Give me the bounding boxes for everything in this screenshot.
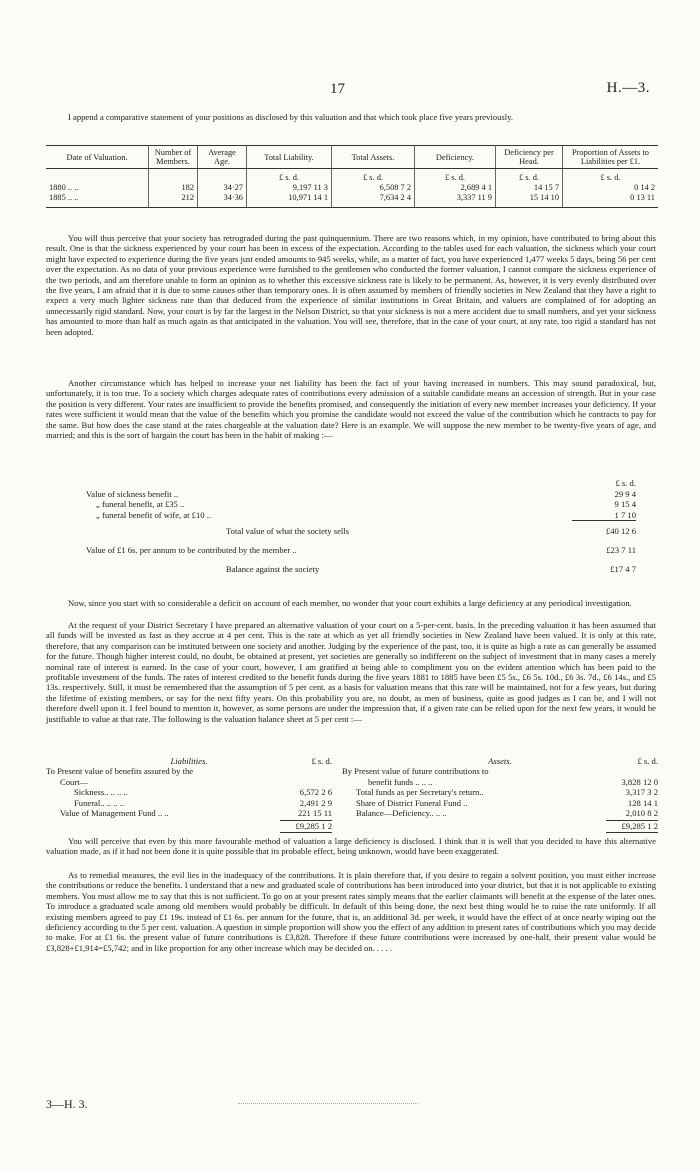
liability-label: Funeral.. .. .. .. xyxy=(74,797,124,808)
liabilities-column xyxy=(46,756,332,833)
bargain-contrib-row xyxy=(86,545,646,556)
liability-label: Sickness.. .. .. .. xyxy=(74,787,128,798)
row-age: 34·27 xyxy=(198,183,247,193)
liability-line xyxy=(46,777,332,787)
liability-value: 221 15 11 xyxy=(297,807,332,818)
row-proportion: 0 13 11 xyxy=(563,193,659,208)
liability-line xyxy=(46,808,332,818)
paragraph-alternative-valuation: At the request of your District Secretary I have prepared an alternative valuation of your court on a 5-per-cent. basis. In the preceding valuation it has been assumed that all funds will be invested as fast as they accrue at 4 per cent. This is the rate at which as yet all friendly societies in New Zealand have been valued. It is only at this rate, therefore, that any comparison can be instituted between one society and another. Judging by the experience of the past, too, it is quite as high a rate as can generally be assumed for the future. Though higher interest could, no doubt, be obtained at present, yet societies are generally so indifferent on the subject of investment that in many cases a merely nominal rate of interest is earned. In the case of your court, however, I am gratified at being able to compliment you on the evident attention which has been paid to the profitable investment of the funds. The rates of interest credited to the benefit funds during the five years 1881 to 1885 have been £5 5s., £6 5s. 10d., £6 3s. 7d., £6 14s., and £5 13s. respectively. Still, it must be remembered that the assumption of 5 per cent. as a basis for valuation means that this rate will be maintained, not for a few years, but during the lifetime of existing members, or say for the next fifty years. On this probability you are, no doubt, as men of business, quite as good judges as I can be, and I will not therefore dwell upon it. I feel bound to mention it, however, as some persons are under the impression that, if a given rate can be relied upon for the next few years, it would be justifiable to value at that rate. The following is the valuation balance sheet at 5 per cent :— xyxy=(46,620,656,724)
row-members: 182 xyxy=(149,183,198,193)
asset-label: By Present value of future contributions to xyxy=(342,766,489,777)
assets-title: Assets. xyxy=(488,756,512,766)
col-per-head-header: Deficiency per Head. xyxy=(496,146,563,169)
asset-value: 3,317 3 2 xyxy=(625,787,658,798)
bargain-label: Value of sickness benefit .. xyxy=(86,488,179,499)
asset-label: Balance—Deficiency.. .. .. xyxy=(356,807,447,818)
row-liability: 9,197 11 3 xyxy=(247,183,332,193)
paragraph-deficit: Now, since you start with so considerable a deficit on account of each member, no wonder that your court exhibits a large deficiency at any periodical investigation. xyxy=(68,598,632,608)
asset-line xyxy=(342,777,658,787)
col-age-header: Average Age. xyxy=(198,146,247,169)
row-deficiency: 3,337 11 9 xyxy=(415,193,496,208)
signature-mark: 3—H. 3. xyxy=(46,1097,88,1111)
row-per-head: 15 14 10 xyxy=(496,193,563,208)
col-date-header: Date of Valuation. xyxy=(46,146,149,169)
unit-cell xyxy=(46,169,149,184)
bargain-contrib-amount: £23 7 11 xyxy=(606,544,636,555)
row-proportion: 0 14 2 xyxy=(634,183,655,192)
bargain-balance-amount: £17 4 7 xyxy=(610,563,636,574)
units-row xyxy=(46,169,658,184)
col-liability-header: Total Liability. xyxy=(247,146,332,169)
comparison-table xyxy=(46,145,658,208)
assets-total: £9,285 1 2 xyxy=(606,820,658,833)
unit-cell xyxy=(149,169,198,184)
bargain-balance-label: Balance against the society xyxy=(226,563,320,574)
asset-line xyxy=(342,787,658,797)
bargain-amount: 9 15 4 xyxy=(614,499,636,510)
liability-line xyxy=(46,787,332,797)
bargain-amount: 29 9 4 xyxy=(614,488,636,499)
row-date: 1885 .. .. xyxy=(46,193,149,208)
unit-cell: £ s. d. xyxy=(415,169,496,184)
paragraph-sickness: You will thus perceive that your society has retrograded during the past quinquennium. There are two reasons which, in my opinion, have contributed to bring about this result. One is that the sickness experienced by your court has been in excess of the expectation. According to the tables used for each valuation, the sickness which your court might have expected to experience during the five years just ended amounts to 945 weeks, while, as a matter of fact, you have experienced 1,477 weeks 5 days, being 56 per cent over the expectation. As no data of your previous experience were furnished to the gentlemen who conducted the former valuation, I cannot compare the sickness experience of the two periods, and am therefore unable to form an opinion as to whether this excessive sickness rate is likely to be permanent. As, however, it is very evenly distributed over the five years, I am afraid that it is due to some causes other than temporary ones. It is often assumed by members of friendly societies in New Zealand that they have a right to expect a very much lighter sickness rate than that deduced from the experience of similar institutions in Great Britain, and valuers are complained of for adopting an unnecessarily rigid standard. Now, your court is by far the largest in the Nelson District, so that your sickness is not a mere accident due to small numbers, and yet your sickness has amounted to more than half as much again as that anticipated in the valuation. You will see, therefore, that in the case of your court, at any rate, too rigid a standard has not been adopted. xyxy=(46,233,656,337)
bargain-label: „ funeral benefit of wife, at £10 .. xyxy=(96,509,212,520)
bargain-amount: 1 7 10 xyxy=(572,510,636,522)
bargain-contrib-label: Value of £1 6s. per annum to be contributed by the member .. xyxy=(86,544,297,555)
row-members: 212 xyxy=(149,193,198,208)
col-assets-header: Total Assets. xyxy=(332,146,415,169)
liability-value: 6,572 2 6 xyxy=(299,787,332,798)
assets-column xyxy=(342,756,658,833)
liability-label: Court— xyxy=(60,776,89,787)
bargain-statement xyxy=(86,478,646,574)
unit-cell: £ s. d. xyxy=(496,169,563,184)
asset-value: 3,828 12 0 xyxy=(621,776,658,787)
asset-value: 128 14 1 xyxy=(627,797,658,808)
col-proportion-header: Proportion of Assets to Liabilities per £1. xyxy=(563,146,659,169)
unit-cell: £ s. d. xyxy=(332,169,415,184)
liability-line xyxy=(46,798,332,808)
comparison-header-row xyxy=(46,146,658,169)
col-deficiency-header: Deficiency. xyxy=(415,146,496,169)
row-deficiency: 2,689 4 1 xyxy=(415,183,496,193)
bargain-sells-label: Total value of what the society sells xyxy=(226,526,350,537)
page-number: 17 xyxy=(330,81,345,97)
col-members-header: Number of Members. xyxy=(149,146,198,169)
liabilities-total: £9,285 1 2 xyxy=(280,820,332,833)
liabilities-title: Liabilities. xyxy=(170,756,208,766)
liability-line xyxy=(46,766,332,776)
bargain-sells-row xyxy=(86,526,646,537)
bargain-row xyxy=(86,499,646,510)
table-row xyxy=(46,193,658,208)
unit-cell: £ s. d. xyxy=(247,169,332,184)
assets-currency: £ s. d. xyxy=(637,756,658,766)
row-date: 1880 .. .. xyxy=(46,183,149,193)
asset-label: Total funds as per Secretary's return.. xyxy=(356,787,484,798)
document-reference: H.—3. xyxy=(606,80,650,96)
asset-value: 2,010 8 2 xyxy=(625,807,658,818)
unit-cell: £ s. d. xyxy=(600,173,621,182)
row-liability: 10,971 14 1 xyxy=(247,193,332,208)
paragraph-remedial-measures: As to remedial measures, the evil lies in the inadequacy of the contributions. It is plain therefore that, if you desire to regain a solvent position, you must either increase the contributions or reduce the benefits. I understand that a new and graduated scale of contributions has been introduced into your district, but that it is not applicable to existing members. You must allow me to say that this is not sufficient. To go on at your present rates simply means that the earlier claimants will benefit at the expense of the later ones. To introduce a graduated scale among old members would probably be difficult. In default of this being done, the next best thing would be to raise the rate uniformly. If all existing members agreed to pay £1 19s. instead of £1 6s. per annum for the future, that is, an additional 3d. per week, it would have the effect of at once nearly wiping out the deficiency according to the 5 per cent. valuation. A question in simple proportion will show you the effect of any addition to present rates of contributions which you may decide to make. For at £1 6s. the present value of future contributions is £3,828. Therefore if these future contributions were increased by one-half, their present value would be £3,828+£1,914=£5,742; and in like proportion for any other increase which may be decided on. . . . . xyxy=(46,870,656,953)
asset-line xyxy=(342,808,658,818)
row-assets: 7,634 2 4 xyxy=(332,193,415,208)
row-per-head: 14 15 7 xyxy=(496,183,563,193)
asset-label: benefit funds .. .. .. xyxy=(368,776,433,787)
paragraph-favourable-method: You will perceive that even by this more favourable method of valuation a large deficiency is disclosed. I think that it is well that you decided to have this alternative valuation made, as if it had not been done it is quite possible that its probable effect, being unknown, would have been exaggerated. xyxy=(46,836,656,857)
liability-label: To Present value of benefits assured by the xyxy=(46,766,194,777)
table-row xyxy=(46,183,658,193)
row-age: 34·36 xyxy=(198,193,247,208)
bargain-row xyxy=(86,489,646,500)
bargain-balance-row xyxy=(86,564,646,575)
bargain-label: „ funeral benefit, at £35 .. xyxy=(96,499,185,510)
asset-line xyxy=(342,766,658,776)
footer-rule xyxy=(238,1103,418,1104)
liability-label: Value of Management Fund .. .. xyxy=(60,807,169,818)
asset-label: Share of District Funeral Fund .. xyxy=(356,797,468,808)
bargain-currency: £ s. d. xyxy=(615,478,636,488)
bargain-row xyxy=(86,510,646,521)
unit-cell xyxy=(198,169,247,184)
row-assets: 6,508 7 2 xyxy=(332,183,415,193)
liability-value: 2,491 2 9 xyxy=(299,797,332,808)
liabilities-currency: £ s. d. xyxy=(311,756,332,766)
bargain-sells-amount: £40 12 6 xyxy=(605,526,636,537)
asset-line xyxy=(342,798,658,808)
paragraph-membership: Another circumstance which has helped to increase your net liability has been the fact of your having increased in numbers. This may sound paradoxical, but, unfortunately, it is too true. To a society which charges adequate rates of contributions every admission of a suitable candidate means an accession of strength. But in your case the position is very different. Your rates are insufficient to provide the benefits promised, and consequently the initiation of every new member increases your deficiency. If your rates were sufficient it would mean that the value of the benefits which you promise the candidate would not exceed the value of the contribution which he contracts to pay for the same. But how does the case stand at the rates chargeable at the valuation date? Here is an example. We will suppose the new member to be twenty-five years of age, and married; and this is the sort of bargain the court has been in the habit of making :— xyxy=(46,378,656,441)
intro-paragraph: I append a comparative statement of your positions as disclosed by this valuation and that which took place five years previously. xyxy=(68,112,514,122)
